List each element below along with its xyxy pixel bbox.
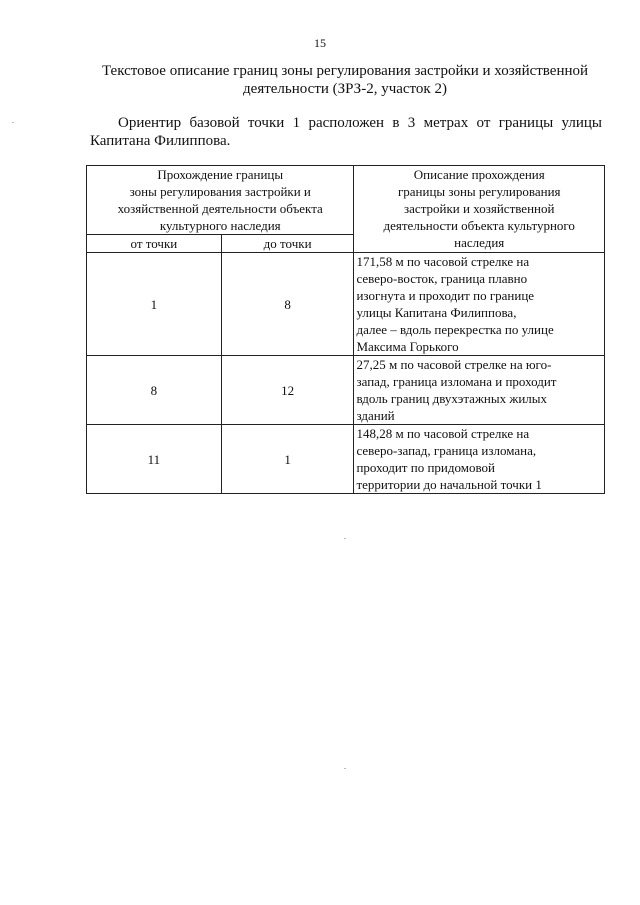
cell-description: [354, 425, 605, 494]
header-line: наследия: [454, 235, 505, 250]
header-to-point: до точки: [221, 235, 354, 253]
header-line: Прохождение границы: [157, 167, 284, 182]
cell-to: 12: [221, 356, 354, 425]
desc-line: 148,28 м по часовой стрелке на: [356, 426, 530, 441]
scan-speck: [344, 538, 346, 539]
desc-line: 27,25 м по часовой стрелке на юго-: [356, 357, 552, 372]
document-title: [90, 62, 600, 98]
desc-line: зданий: [356, 408, 395, 423]
cell-from: 11: [87, 425, 222, 494]
desc-line: вдоль границ двухэтажных жилых: [356, 391, 548, 406]
cell-from: 8: [87, 356, 222, 425]
desc-line: проходит по придомовой: [356, 460, 495, 475]
header-line: границы зоны регулирования: [397, 184, 561, 199]
intro-paragraph: Ориентир базовой точки 1 расположен в 3 метрах от границы улицы Капитана Филиппова.: [90, 115, 602, 149]
desc-line: территории до начальной точки 1: [356, 477, 542, 492]
desc-line: северо-восток, граница плавно: [356, 271, 528, 286]
desc-line: далее – вдоль перекрестка по улице: [356, 322, 554, 337]
table-row: [87, 425, 605, 494]
scan-speck: [344, 768, 346, 769]
header-description: [354, 166, 605, 253]
table-row: [87, 253, 605, 356]
title-line: Текстовое описание границ зоны регулирования застройки и хозяйственной: [101, 63, 589, 79]
title-line: деятельности (ЗРЗ-2, участок 2): [243, 81, 447, 97]
header-line: хозяйственной деятельности объекта: [117, 201, 323, 216]
page-number: 15: [314, 36, 326, 50]
table-row: [87, 356, 605, 425]
header-line: культурного наследия: [159, 218, 281, 233]
desc-line: 171,58 м по часовой стрелке на: [356, 254, 530, 269]
desc-line: запад, граница изломана и проходит: [356, 374, 557, 389]
desc-line: изогнута и проходит по границе: [356, 288, 535, 303]
cell-to: 8: [221, 253, 354, 356]
header-boundary-passage: [87, 166, 354, 235]
cell-description: [354, 356, 605, 425]
cell-from: 1: [87, 253, 222, 356]
header-line: деятельности объекта культурного: [383, 218, 575, 233]
header-line: застройки и хозяйственной: [404, 201, 555, 216]
header-line: зоны регулирования застройки и: [129, 184, 311, 199]
boundary-table: [86, 165, 605, 494]
desc-line: улицы Капитана Филиппова,: [356, 305, 517, 320]
desc-line: северо-запад, граница изломана,: [356, 443, 537, 458]
header-from-point: от точки: [87, 235, 222, 253]
table-header-row: [87, 166, 605, 235]
scan-speck: [12, 122, 14, 123]
cell-to: 1: [221, 425, 354, 494]
header-line: Описание прохождения: [413, 167, 545, 182]
desc-line: Максима Горького: [356, 339, 459, 354]
cell-description: [354, 253, 605, 356]
